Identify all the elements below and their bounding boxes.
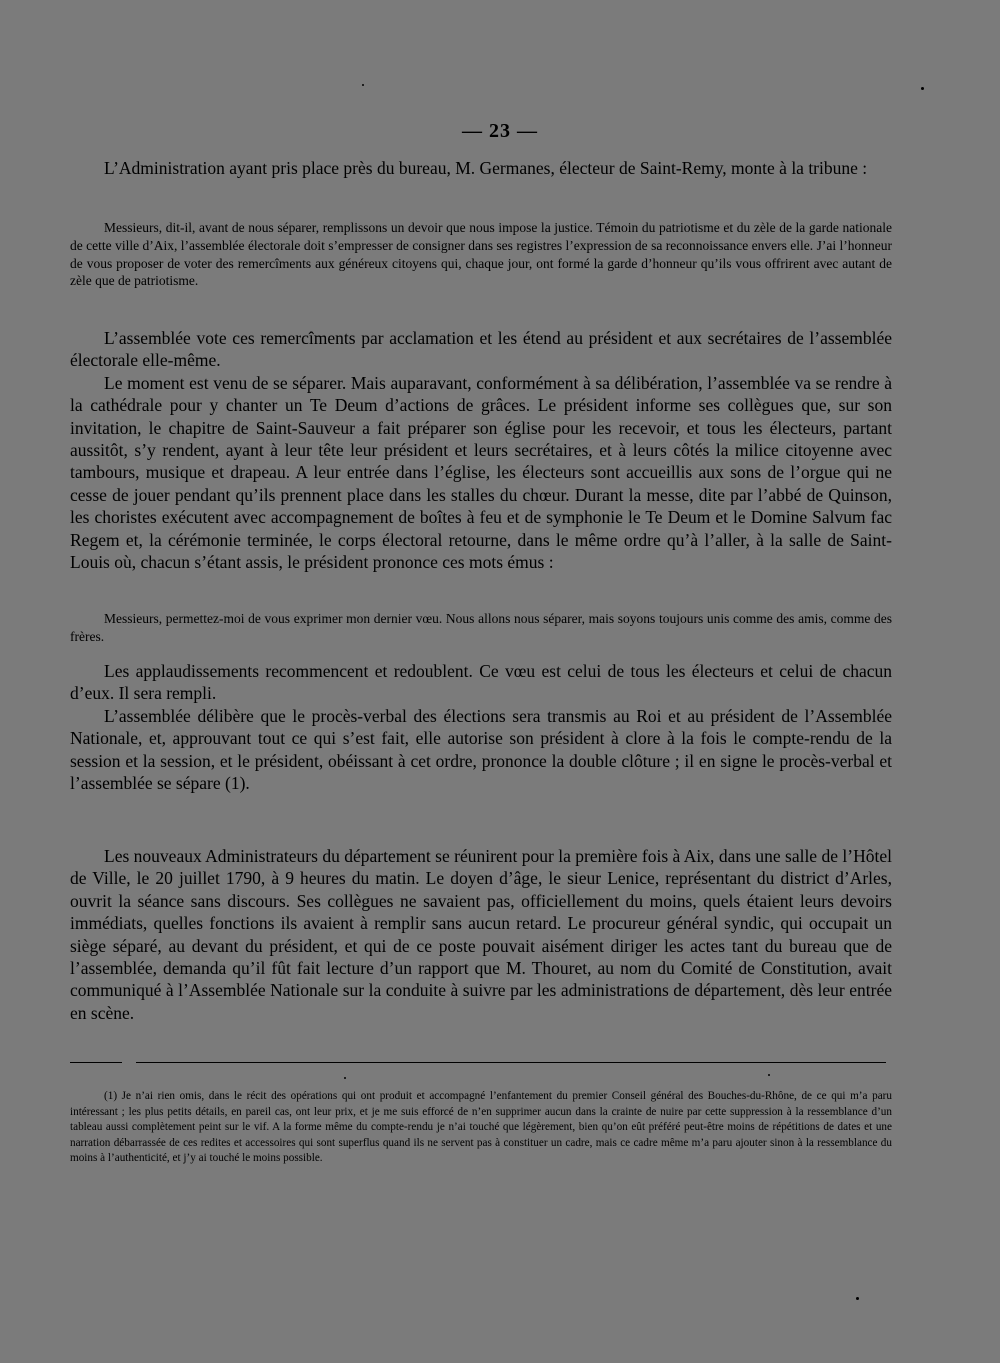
footnote-block [70, 1089, 892, 1167]
closing-block [70, 660, 892, 794]
paragraph-remercîments: L’assemblée vote ces remercîments par acclamation et les étend au président et aux secrétaires de l’assemblée électorale elle-même. [70, 328, 892, 371]
scan-speck [768, 1074, 770, 1076]
quote-paragraph-president: Messieurs, permettez-moi de vous exprimer mon dernier vœu. Nous allons nous séparer, mais soyons toujours unis comme des amis, comme des frères. [70, 611, 892, 644]
administrators-block [70, 845, 892, 1024]
paragraph-applaudissements: Les applaudissements recommencent et redoublent. Ce vœu est celui de tous les électeurs et celui de chacun d’eux. Il sera rempli. [70, 661, 892, 704]
scan-speck [362, 84, 364, 86]
intro-block [70, 157, 892, 179]
scan-speck [856, 1297, 859, 1300]
intro-paragraph: L’Administration ayant pris place près du bureau, M. Germanes, électeur de Saint-Remy, monte à la tribune : [104, 158, 868, 178]
footnote-text: (1) Je n’ai rien omis, dans le récit des opérations qui ont produit et accompagné l’enfantement du premier Conseil général des Bouches-du-Rhône, de ce qui m’a paru intéressant ; les plus petits détails, en pareil cas, ont leur prix, et je me suis efforcé de n’en supprimer aucun dans la crainte de nuire par cette suppression à la ressemblance d’un tableau aussi complètement peint sur le vif. A la forme même du compte-rendu je n’ai touché que légèrement, bien qu’on eût préféré peut-être moins de répétitions de dates et une narration débarrassée de ces redites et accessoires qui sont superflus quand ils ne servent pas à constituer un cadre, mais ce cadre même m’a paru ajouter sinon à la ressemblance du moins à l’authenticité, et j’y ai touché le moins possible. [70, 1090, 892, 1165]
scan-speck [344, 1077, 346, 1079]
paragraph-cloture: L’assemblée délibère que le procès-verbal des élections sera transmis au Roi et au président de l’Assemblée Nationale, et, approuvant tout ce qui s’est fait, elle autorise son président à clore à la fois le compte-rendu de la session et la session, et le président, obéissant à cet ordre, prononce la double clôture ; il en signe le procès-verbal et l’assemblée se sépare (1). [70, 705, 892, 794]
page-number: — 23 — [462, 120, 538, 142]
quote-president [70, 610, 892, 646]
paragraph-administrateurs: Les nouveaux Administrateurs du département se réunirent pour la première fois à Aix, dans une salle de l’Hôtel de Ville, le 20 juillet 1790, à 9 heures du matin. Le doyen d’âge, le sieur Lenice, représentant du district d’Arles, ouvrit la séance sans discours. Ses collègues ne savaient pas, officiellement du moins, quels étaient leurs devoirs immédiats, quelles fonctions ils avaient à remplir sans aucun retard. Le procureur général syndic, qui occupait un siège séparé, au devant du président, et qui de ce poste pouvait aisément diriger les actes tant du bureau que de l’assemblée, demanda qu’il fût fait lecture d’un rapport que M. Thouret, au nom du Comité de Constitution, avait communiqué à l’Assemblée Nationale sur la conduite à suivre par les administrations de département, dès leur entrée en scène. [70, 846, 892, 1023]
quote-paragraph-germanes: Messieurs, dit-il, avant de nous séparer, remplissons un devoir que nous impose la justice. Témoin du patriotisme et du zèle de la garde nationale de cette ville d’Aix, l’assemblée électorale doit s’empresser de consigner dans ses registres l’expression de sa reconnoissance envers elle. J’ai l’honneur de vous proposer de voter des remercîments aux généreux citoyens qui, chaque jour, ont formé la garde d’honneur qu’ils vous offrirent avec autant de zèle que de patriotisme. [70, 220, 892, 289]
paragraph-te-deum: Le moment est venu de se séparer. Mais auparavant, conformément à sa délibération, l’assemblée va se rendre à la cathédrale pour y chanter un Te Deum d’actions de grâces. Le président informe ses collègues que, sur son invitation, le chapitre de Saint-Sauveur a fait préparer son église pour les recevoir, et tous les électeurs, partant aussitôt, s’y rendent, ayant à leur tête leur président et leurs secrétaires, et à leurs côtés la milice citoyenne avec tambours, musique et drapeau. A leur entrée dans l’église, les électeurs sont accueillis aux sons de l’orgue qui ne cesse de jouer pendant qu’ils prennent place dans les stalles du chœur. Durant la messe, dite par l’abbé de Quinson, les choristes exécutent avec accompagnement de boîtes à feu et de symphonie le Te Deum et le Domine Salvum fac Regem et, la cérémonie terminée, le corps électoral retourne, dans le même ordre qu’à l’aller, à la salle de Saint-Louis où, chacun s’étant assis, le président prononce ces mots émus : [70, 372, 892, 573]
footnote-rule [136, 1062, 886, 1063]
quote-germanes [70, 219, 892, 290]
main-narrative-block [70, 327, 892, 573]
footnote-rule-left [70, 1062, 122, 1063]
scan-speck [921, 87, 924, 90]
